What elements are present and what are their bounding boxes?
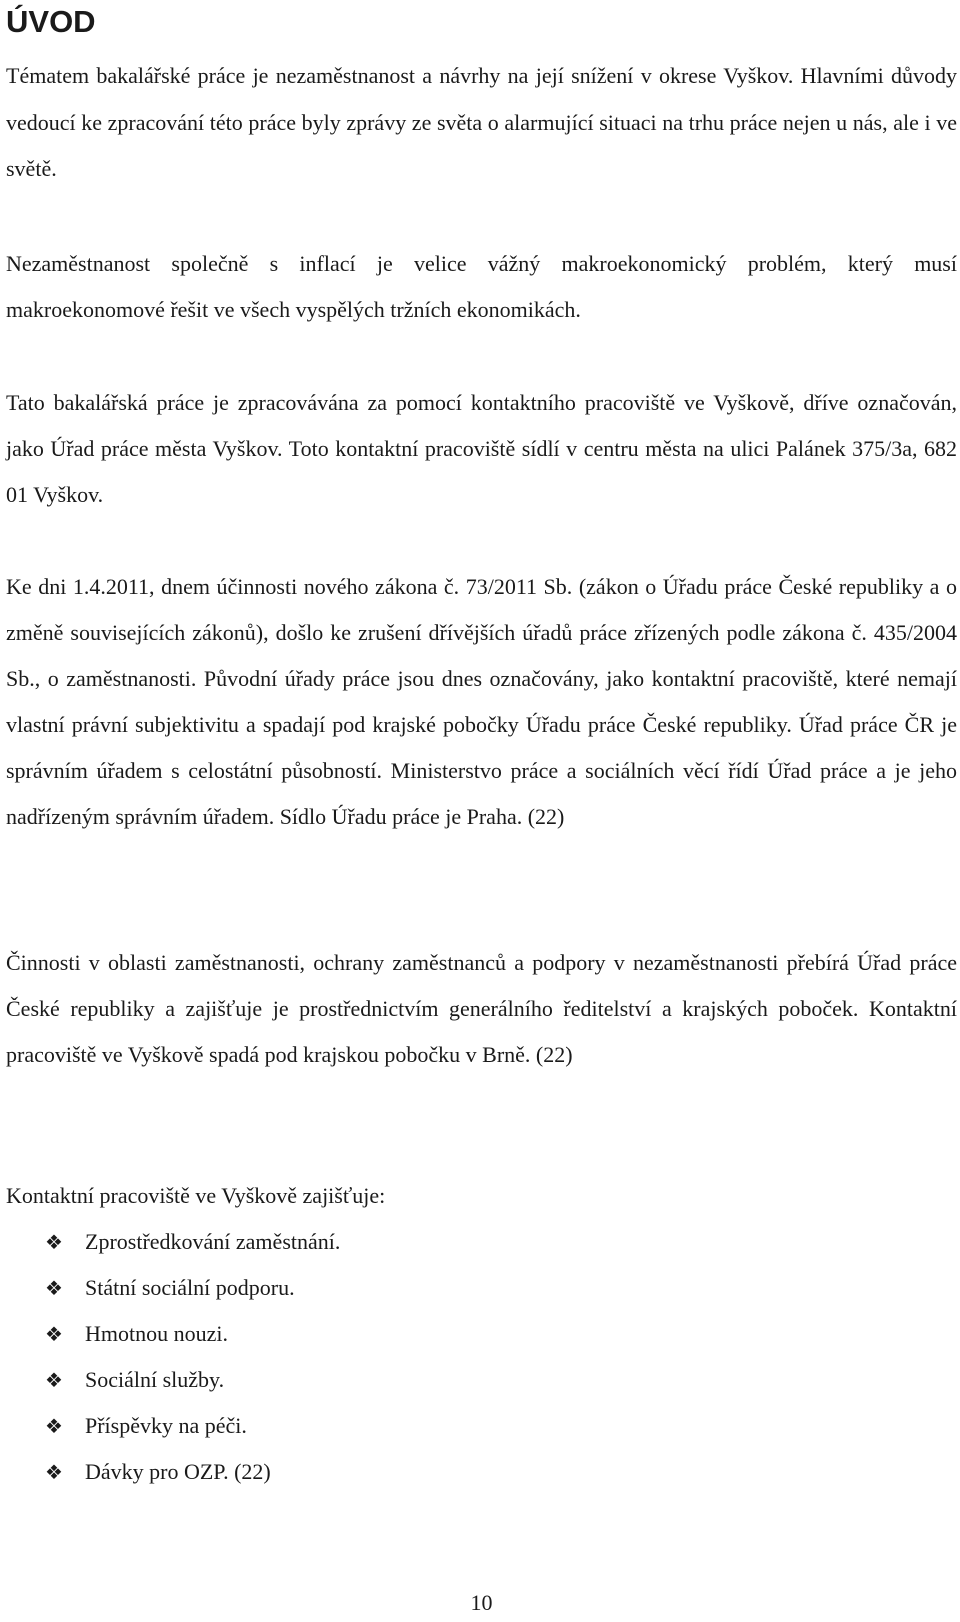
list-item (43, 1265, 340, 1311)
diamond-bullet-icon: ❖ (45, 1276, 63, 1300)
list-item (43, 1219, 340, 1265)
paragraph-intro: Tématem bakalářské práce je nezaměstnanost a návrhy na její snížení v okrese Vyškov. Hlavními důvody vedoucí ke zpracování této práce byly zprávy ze světa o alarmující situaci na trhu práce nejen u nás, ale i ve světě. (6, 63, 957, 181)
list-item (43, 1357, 340, 1403)
list-item (43, 1403, 340, 1449)
section-heading: ÚVOD (6, 4, 96, 39)
diamond-bullet-icon: ❖ (45, 1322, 63, 1346)
list-item-text: Státní sociální podporu. (85, 1275, 295, 1300)
diamond-bullet-icon: ❖ (45, 1230, 63, 1254)
paragraph-list-intro: Kontaktní pracoviště ve Vyškově zajišťuje: (6, 1183, 386, 1208)
page-number: 10 (470, 1590, 493, 1615)
list-item-text: Zprostředkování zaměstnání. (85, 1229, 341, 1254)
services-list (43, 1219, 340, 1495)
list-item (43, 1311, 340, 1357)
paragraph-law: Ke dni 1.4.2011, dnem účinnosti nového zákona č. 73/2011 Sb. (zákon o Úřadu práce České republiky a o změně souvisejících zákonů), došlo ke zrušení dřívějších úřadů práce zřízených podle zákona č. 435/2004 Sb., o zaměstnanosti. Původní úřady práce jsou dnes označovány, jako kontaktní pracoviště, které nemají vlastní právní subjektivitu a spadají pod krajské pobočky Úřadu práce České republiky. Úřad práce ČR je správním úřadem s celostátní působností. Ministerstvo práce a sociálních věcí řídí Úřad práce a je jeho nadřízeným správním úřadem. Sídlo Úřadu práce je Praha. (22) (6, 574, 957, 829)
diamond-bullet-icon: ❖ (45, 1460, 63, 1484)
list-item-text: Dávky pro OZP. (22) (85, 1459, 271, 1484)
paragraph-unemployment: Nezaměstnanost společně s inflací je velice vážný makroekonomický problém, který musí makroekonomové řešit ve všech vyspělých tržních ekonomikách. (6, 251, 957, 322)
diamond-bullet-icon: ❖ (45, 1368, 63, 1392)
list-item (43, 1449, 340, 1495)
list-item-text: Příspěvky na péči. (85, 1413, 247, 1438)
diamond-bullet-icon: ❖ (45, 1414, 63, 1438)
list-item-text: Sociální služby. (85, 1367, 225, 1392)
paragraph-workplace: Tato bakalářská práce je zpracovávána za pomocí kontaktního pracoviště ve Vyškově, dříve označován, jako Úřad práce města Vyškov. Toto kontaktní pracoviště sídlí v centru města na ulici Palánek 375/3a, 682 01 Vyškov. (6, 390, 957, 507)
list-item-text: Hmotnou nouzi. (85, 1321, 228, 1346)
paragraph-activities: Činnosti v oblasti zaměstnanosti, ochrany zaměstnanců a podpory v nezaměstnanosti přebírá Úřad práce České republiky a zajišťuje je prostřednictvím generálního ředitelství a krajských poboček. Kontaktní pracoviště ve Vyškově spadá pod krajskou pobočku v Brně. (22) (6, 950, 957, 1067)
